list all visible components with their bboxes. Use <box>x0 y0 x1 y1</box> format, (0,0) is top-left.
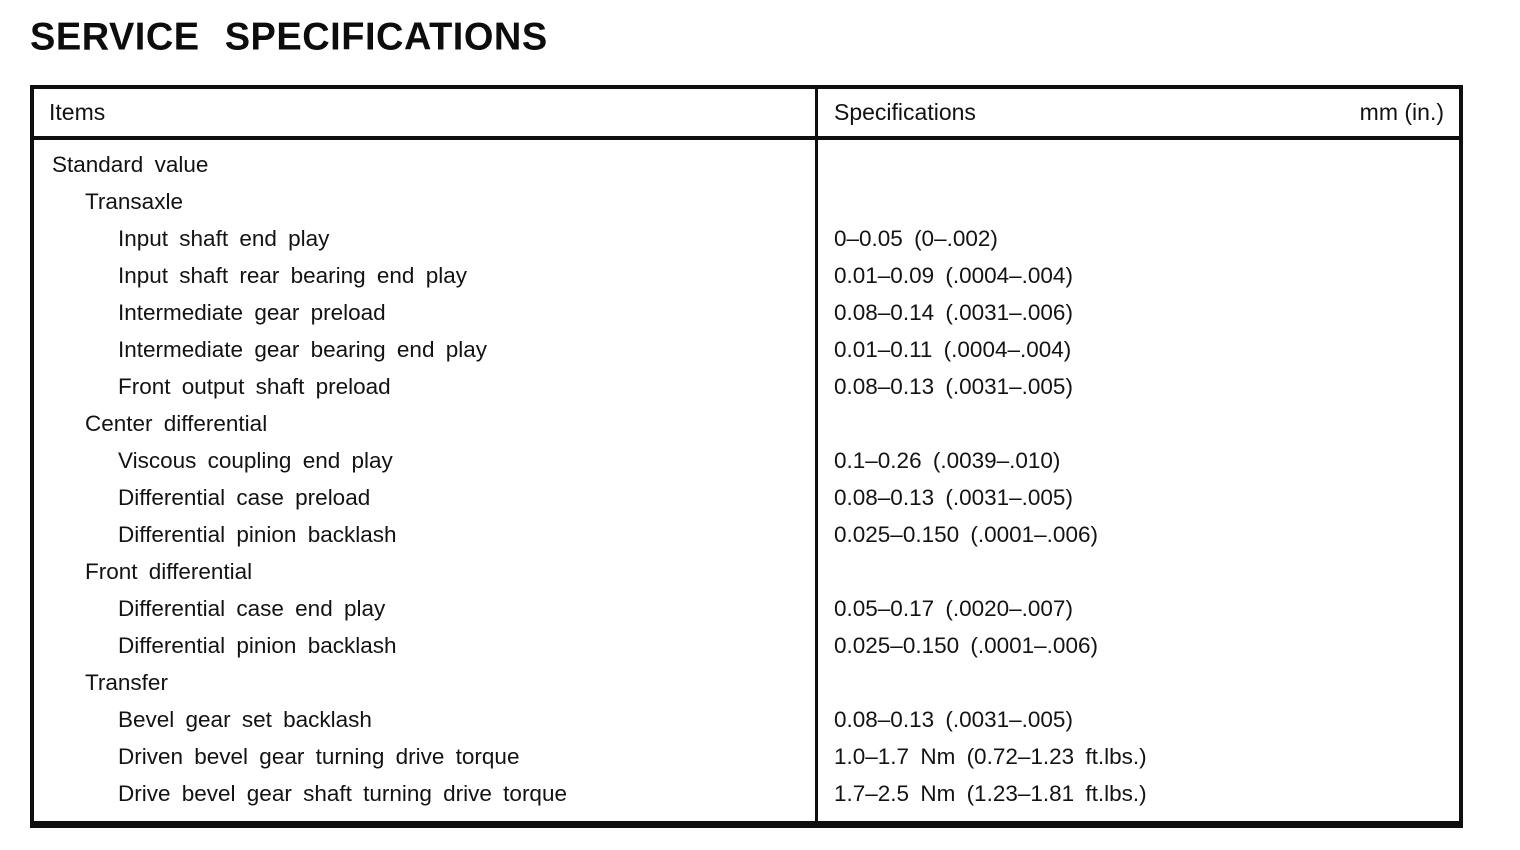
spec-value <box>815 553 1459 590</box>
page-title: SERVICE SPECIFICATIONS <box>30 16 548 59</box>
spec-value: 0.1–0.26 (.0039–.010) <box>815 442 1459 479</box>
spec-value: 0.05–0.17 (.0020–.007) <box>815 590 1459 627</box>
spec-value: 0.08–0.14 (.0031–.006) <box>815 294 1459 331</box>
item-label: Viscous coupling end play <box>118 447 393 473</box>
table-row <box>34 590 1459 627</box>
item-label: Center differential <box>85 410 268 436</box>
item-label: Differential case preload <box>118 484 371 510</box>
table-row <box>34 331 1459 368</box>
table-row <box>34 183 1459 220</box>
item-label: Transaxle <box>85 188 183 214</box>
table-row <box>34 294 1459 331</box>
item-label: Front differential <box>85 558 253 584</box>
table-row <box>34 775 1459 812</box>
table-row <box>34 257 1459 294</box>
spec-value: 0.01–0.11 (.0004–.004) <box>815 331 1459 368</box>
item-label: Input shaft end play <box>118 225 330 251</box>
item-label: Driven bevel gear turning drive torque <box>118 743 520 769</box>
spec-value <box>815 183 1459 220</box>
spec-value: 0.025–0.150 (.0001–.006) <box>815 627 1459 664</box>
item-label: Intermediate gear bearing end play <box>118 336 487 362</box>
spec-value <box>815 664 1459 701</box>
table-row <box>34 442 1459 479</box>
table-body <box>34 140 1459 821</box>
item-label: Drive bevel gear shaft turning drive torque <box>118 780 567 806</box>
spec-value: 1.0–1.7 Nm (0.72–1.23 ft.lbs.) <box>815 738 1459 775</box>
table-row <box>34 405 1459 442</box>
spec-value: 0.08–0.13 (.0031–.005) <box>815 479 1459 516</box>
column-header-specifications: Specifications <box>834 99 976 125</box>
table-row <box>34 368 1459 405</box>
table-row <box>34 553 1459 590</box>
spec-value: 1.7–2.5 Nm (1.23–1.81 ft.lbs.) <box>815 775 1459 812</box>
item-label: Differential pinion backlash <box>118 632 397 658</box>
item-label: Differential case end play <box>118 595 386 621</box>
spec-value: 0.08–0.13 (.0031–.005) <box>815 701 1459 738</box>
item-label: Transfer <box>85 669 168 695</box>
item-label: Differential pinion backlash <box>118 521 397 547</box>
table-row <box>34 664 1459 701</box>
item-label: Front output shaft preload <box>118 373 391 399</box>
spec-value <box>815 405 1459 442</box>
item-label: Standard value <box>52 151 209 177</box>
item-label: Input shaft rear bearing end play <box>118 262 467 288</box>
table-header-row <box>34 89 1459 140</box>
table-row <box>34 479 1459 516</box>
table-row <box>34 516 1459 553</box>
spec-value: 0.025–0.150 (.0001–.006) <box>815 516 1459 553</box>
spec-value: 0.08–0.13 (.0031–.005) <box>815 368 1459 405</box>
table-row <box>34 701 1459 738</box>
table-row <box>34 146 1459 183</box>
spec-value: 0.01–0.09 (.0004–.004) <box>815 257 1459 294</box>
item-label: Bevel gear set backlash <box>118 706 372 732</box>
column-header-unit: mm (in.) <box>1359 99 1444 125</box>
item-label: Intermediate gear preload <box>118 299 386 325</box>
spec-value: 0–0.05 (0–.002) <box>815 220 1459 257</box>
spec-value <box>815 146 1459 183</box>
table-row <box>34 738 1459 775</box>
column-header-items: Items <box>49 99 106 125</box>
table-row <box>34 627 1459 664</box>
table-row <box>34 220 1459 257</box>
specifications-table <box>30 85 1463 828</box>
column-header-specifications-cell <box>815 89 1459 136</box>
